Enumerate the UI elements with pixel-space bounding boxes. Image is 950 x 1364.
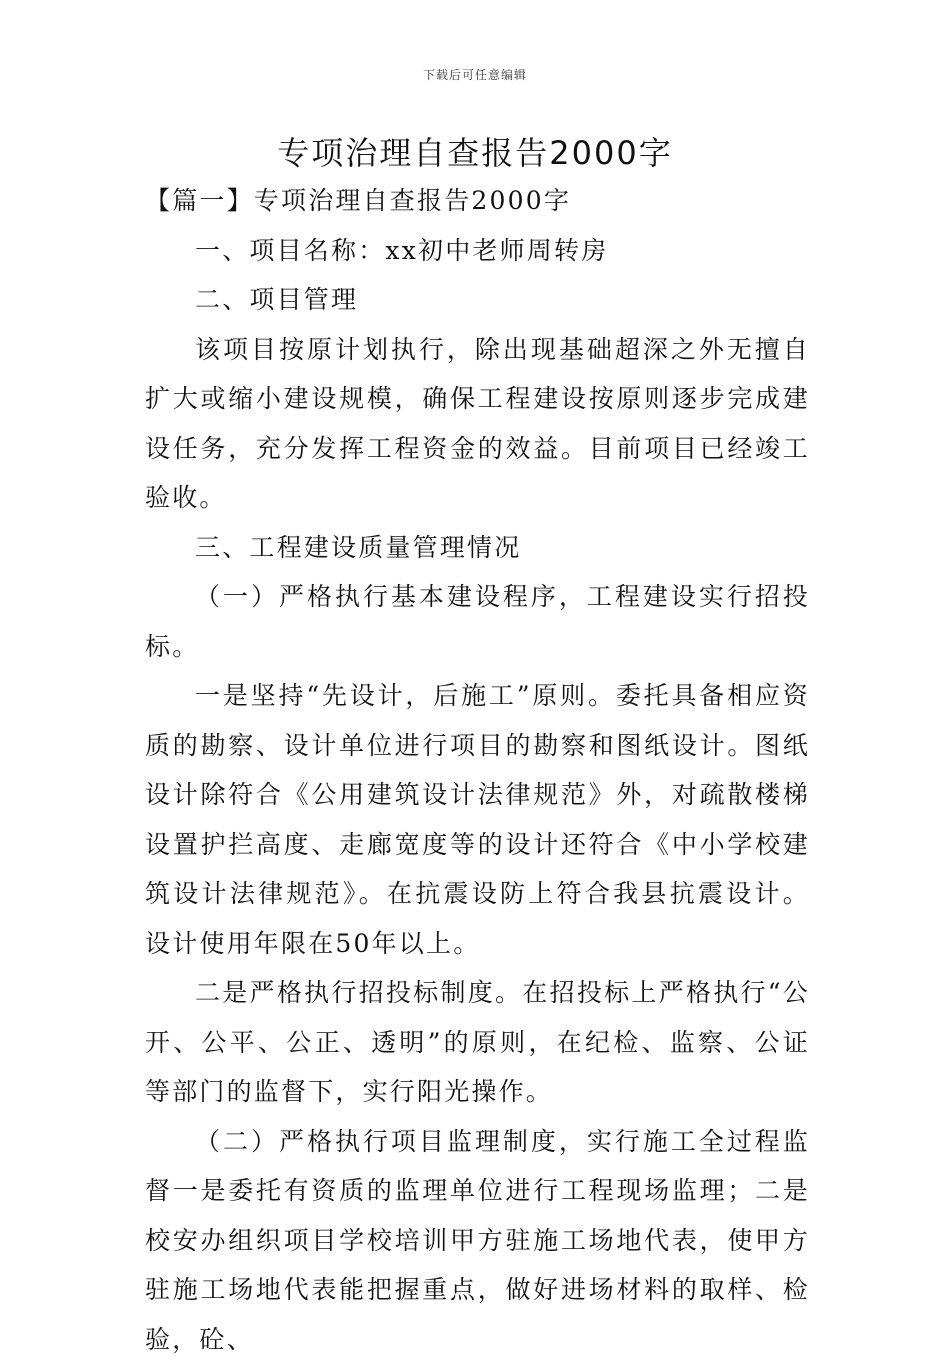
paragraph: 二、项目管理: [145, 275, 810, 325]
paragraph: 该项目按原计划执行，除出现基础超深之外无擅自扩大或缩小建设规模，确保工程建设按原则逐步完成建设任务，充分发挥工程资金的效益。目前项目已经竣工验收。: [145, 325, 810, 523]
paragraph: 三、工程建设质量管理情况: [145, 523, 810, 573]
paragraph: 一、项目名称：xx初中老师周转房: [145, 226, 810, 276]
document-body: [145, 176, 810, 1364]
header-note: 下载后可任意编辑: [0, 66, 950, 83]
paragraph: 二是严格执行招投标制度。在招投标上严格执行“公开、公平、公正、透明”的原则，在纪检、监察、公证等部门的监督下，实行阳光操作。: [145, 968, 810, 1117]
paragraph: （一）严格执行基本建设程序，工程建设实行招投标。: [145, 572, 810, 671]
paragraph: 一是坚持“先设计，后施工”原则。委托具备相应资质的勘察、设计单位进行项目的勘察和图纸设计。图纸设计除符合《公用建筑设计法律规范》外，对疏散楼梯设置护拦高度、走廊宽度等的设计还符合《中小学校建筑设计法律规范》。在抗震设防上符合我县抗震设计。设计使用年限在50年以上。: [145, 671, 810, 968]
paragraph: （二）严格执行项目监理制度，实行施工全过程监督一是委托有资质的监理单位进行工程现场监理；二是校安办组织项目学校培训甲方驻施工场地代表，使甲方驻施工场地代表能把握重点，做好进场材料的取样、检验，砼、: [145, 1117, 810, 1364]
section-heading: 【篇一】专项治理自查报告2000字: [145, 176, 810, 226]
document-title: 专项治理自查报告2000字: [0, 128, 950, 174]
